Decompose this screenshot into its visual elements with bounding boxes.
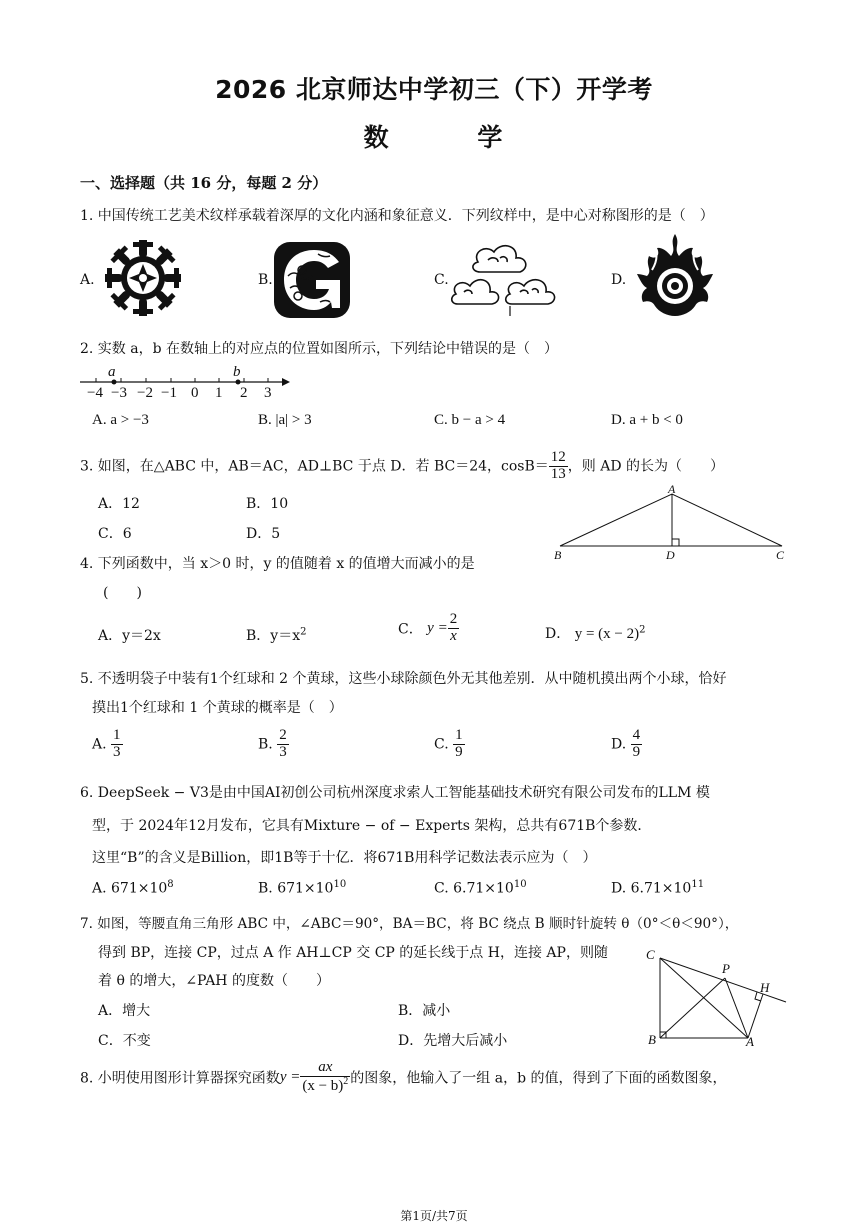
q1-option-d-label: D.: [611, 272, 627, 288]
q6-option-a-exponent: 8: [167, 879, 174, 890]
q5-b-numerator: 2: [279, 727, 287, 743]
question-5-line2: 摸出1个红球和 1 个黄球的概率是（ ）: [92, 700, 343, 716]
q5-option-a: [92, 728, 123, 761]
question-7-line3: 着 θ 的增大，∠PAH 的度数（ ）: [98, 973, 330, 989]
subject-title: 数 学: [363, 123, 543, 152]
letter-g-pattern-icon: [272, 240, 352, 320]
question-1-text: 1. 中国传统工艺美术纹样承载着深厚的文化内涵和象征意义．下列纹样中，是中心对称图形的是（ ）: [80, 208, 714, 224]
q4-option-b-exponent: 2: [300, 626, 307, 638]
q3-option-c: C．6: [98, 526, 132, 542]
q5-d-denominator: 9: [632, 743, 641, 760]
q3-text-pre: 3. 如图，在△ABC 中，AB＝AC，AD⊥BC 于点 D．若 BC＝24，cosB＝: [80, 458, 549, 475]
q4-c-denominator: x: [450, 627, 457, 644]
q2-option-c: C. b − a > 4: [434, 412, 506, 428]
q6-option-b-exponent: 10: [333, 879, 347, 890]
q5-d-numerator: 4: [632, 727, 641, 743]
point-a-label: a: [108, 364, 116, 380]
q1-option-b-label: B.: [258, 272, 273, 288]
point-b-label: b: [233, 364, 241, 380]
vertex-d-label: D: [666, 548, 675, 562]
question-6-line3: 这里“B”的含义是Billion，即1B等于十亿．将671B用科学记数法表示应为（ ）: [92, 850, 597, 866]
question-8-text: [80, 1060, 727, 1095]
q1-option-a-label: A.: [80, 272, 95, 288]
q3-option-a: A．12: [98, 496, 140, 512]
q6-option-b: [258, 879, 346, 897]
q4-option-d-expr: y = (x − 2): [574, 626, 640, 642]
vertex-a-label: A: [746, 1034, 754, 1049]
flame-pattern-icon: [632, 230, 718, 326]
q2-option-d: D. a + b < 0: [611, 412, 683, 428]
q5-c-denominator: 9: [455, 743, 463, 760]
q6-option-a-base: A. 671×10: [92, 880, 168, 897]
rotation-triangle-figure: [650, 952, 790, 1048]
q4-option-d-label: D．: [545, 626, 571, 642]
q3-text-post: ，则 AD 的长为（ ）: [567, 458, 725, 475]
q5-option-c-label: C.: [434, 736, 449, 753]
question-2-text: 2. 实数 a，b 在数轴上的对应点的位置如图所示，下列结论中错误的是（ ）: [80, 341, 559, 357]
q1-option-c-label: C.: [434, 272, 449, 288]
q8-function-lhs: y =: [279, 1068, 301, 1085]
q3-option-b: B．10: [246, 496, 289, 512]
question-7-line1: 7. 如图，等腰直角三角形 ABC 中，∠ABC＝90°，BA＝BC，将 BC 绕点 B 顺时针旋转 θ（0°＜θ＜90°），: [80, 916, 739, 932]
q8-denominator-base: (x − b): [302, 1077, 344, 1094]
q5-option-d-label: D.: [611, 736, 627, 753]
q5-option-d: [611, 728, 642, 761]
tick-label: 0: [191, 385, 199, 401]
tick-label: −2: [137, 385, 153, 401]
q5-b-denominator: 3: [279, 743, 287, 760]
q5-a-denominator: 3: [113, 743, 121, 760]
cloud-pattern-icon: [448, 236, 564, 318]
question-6-line1: 6. DeepSeek − V3是由中国AI初创公司杭州深度求索人工智能基础技术研究有限公司发布的LLM 模: [80, 785, 710, 801]
q5-option-b: [258, 728, 289, 761]
q6-option-b-base: B. 671×10: [258, 880, 334, 897]
question-6-line2: 型，于 2024年12月发布，它具有Mixture − of − Experts 架构，总共有671B个参数．: [92, 818, 652, 834]
vertex-a-label: A: [668, 482, 676, 496]
cosb-numerator: 12: [550, 449, 566, 465]
q4-option-d: [545, 623, 645, 643]
q6-option-c: [434, 879, 527, 897]
q4-c-numerator: 2: [449, 611, 458, 627]
q7-option-d: D．先增大后减小: [398, 1033, 508, 1049]
question-4-text: 4. 下列函数中，当 x＞0 时，y 的值随着 x 的值增大而减小的是: [80, 556, 475, 572]
page-footer: 第1页/共7页: [400, 1209, 468, 1223]
q5-c-numerator: 1: [455, 727, 463, 743]
q4-option-c: [398, 612, 459, 645]
cosb-denominator: 13: [550, 465, 566, 482]
q6-option-d: [611, 879, 704, 897]
q6-option-c-exponent: 10: [513, 879, 527, 890]
q4-option-d-exponent: 2: [639, 624, 646, 636]
q4-option-b: [246, 625, 306, 645]
snowflake-pattern-icon: [102, 237, 184, 319]
q5-option-c: [434, 728, 465, 761]
tick-label: 1: [215, 385, 223, 401]
tick-label: 3: [264, 385, 272, 401]
q5-option-b-label: B.: [258, 736, 273, 753]
vertex-b-label: B: [648, 1032, 656, 1047]
q6-option-c-base: C. 6.71×10: [434, 880, 514, 897]
q7-option-a: A．增大: [98, 1003, 151, 1019]
q8-text-post: 的图象，他输入了一组 a，b 的值，得到了下面的函数图象，: [350, 1070, 727, 1087]
q7-option-b: B．减小: [398, 1003, 451, 1019]
question-3-text: [80, 450, 724, 483]
tick-label: −4: [87, 385, 103, 401]
q4-option-a: A．y＝2x: [98, 628, 161, 644]
vertex-b-label: B: [554, 548, 562, 562]
q6-option-d-base: D. 6.71×10: [611, 880, 692, 897]
question-5-line1: 5. 不透明袋子中装有1个红球和 2 个黄球，这些小球除颜色外无其他差别．从中随机摸出两个小球，恰好: [80, 671, 727, 687]
tick-label: −1: [161, 385, 177, 401]
q4-option-c-fraction: [448, 612, 460, 645]
q4-option-c-label: C．: [398, 621, 423, 638]
q8-numerator: ax: [300, 1060, 350, 1077]
q8-text-pre: 8. 小明使用图形计算器探究函数: [80, 1070, 280, 1087]
q2-option-b: B. |a| > 3: [258, 412, 312, 428]
section-heading: 一、选择题（共 16 分，每题 2 分）: [80, 174, 328, 192]
vertex-c-label: C: [646, 947, 655, 962]
q4-paren: ( ): [103, 585, 142, 601]
q8-denominator-exponent: 2: [343, 1075, 349, 1087]
tick-label: 2: [240, 385, 248, 401]
q5-option-a-label: A.: [92, 736, 107, 753]
q8-function-fraction: [300, 1060, 350, 1095]
page-title: 2026 北京师达中学初三（下）开学考: [215, 75, 653, 104]
q5-a-numerator: 1: [113, 727, 121, 743]
q8-denominator: [300, 1077, 350, 1095]
vertex-h-label: H: [760, 980, 770, 995]
q6-option-d-exponent: 11: [691, 879, 705, 890]
q4-option-c-lhs: y =: [427, 619, 448, 636]
q2-option-a: A. a > −3: [92, 412, 149, 428]
q4-option-b-base: B．y＝x: [246, 628, 301, 644]
tick-label: −3: [111, 385, 127, 401]
vertex-p-label: P: [722, 961, 730, 976]
vertex-c-label: C: [776, 548, 785, 562]
q3-option-d: D．5: [246, 526, 281, 542]
question-7-line2: 得到 BP，连接 CP，过点 A 作 AH⊥CP 交 CP 的延长线于点 H，连接 AP，则随: [98, 945, 608, 961]
cosb-fraction: [549, 450, 568, 483]
q6-option-a: [92, 879, 174, 897]
q7-option-c: C．不变: [98, 1033, 151, 1049]
